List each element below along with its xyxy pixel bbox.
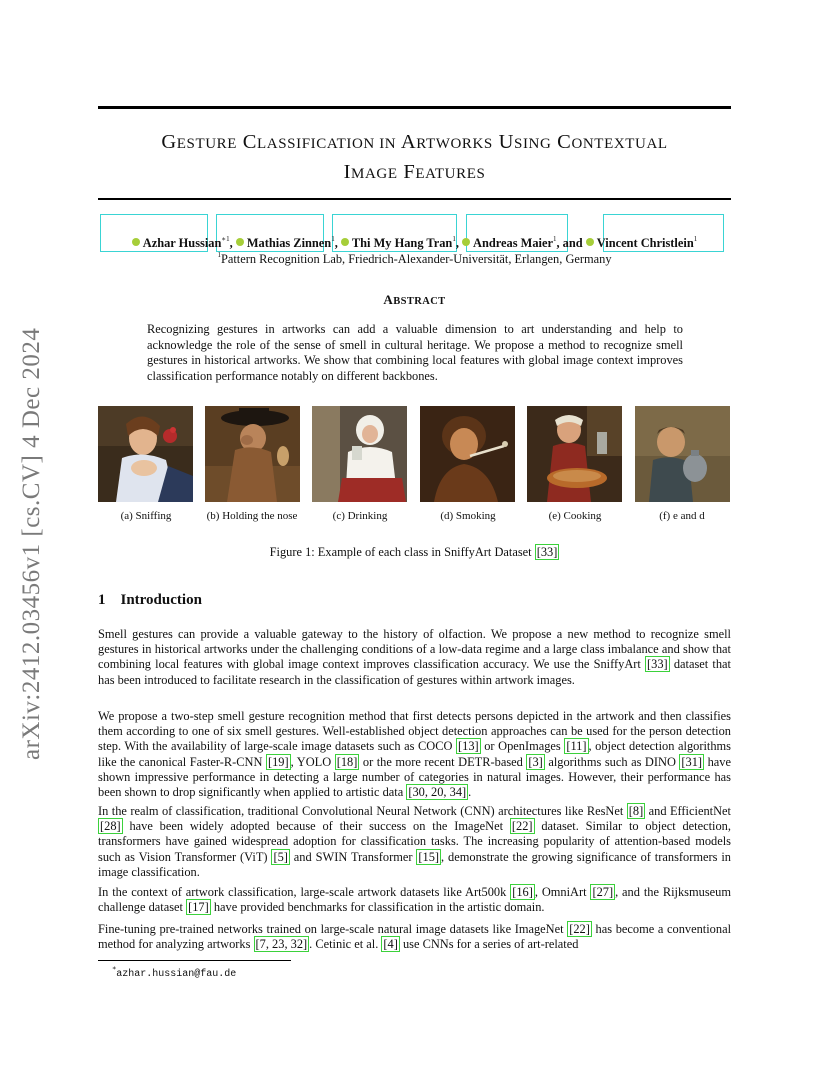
citation-link[interactable]: [30, 20, 34] bbox=[408, 785, 467, 800]
title-word-cap: C bbox=[557, 131, 572, 153]
title-word-rest: MAGE bbox=[351, 166, 398, 182]
title-word-rest: LASSIFICATION IN bbox=[257, 136, 397, 152]
orcid-icon[interactable] bbox=[236, 238, 244, 246]
title-word-cap: C bbox=[242, 131, 258, 153]
citation-link[interactable]: [31] bbox=[681, 754, 703, 769]
author-affiliation-mark: 1 bbox=[552, 235, 557, 243]
affiliation bbox=[98, 251, 731, 267]
abstract-text: Recognizing gestures in artworks can add a valuable dimension to art understanding and help to acknowledge the role of the sense of smell in cultural heritage. We propose a method to recognize smell gestures in historical artworks. We show that combining local features with global image context improves classification performance notably on different backbones. bbox=[147, 322, 683, 383]
abstract-heading bbox=[98, 292, 731, 308]
citation-link[interactable]: [17] bbox=[188, 900, 209, 915]
painting-e-and-d-image bbox=[635, 406, 730, 502]
author-separator: , bbox=[455, 236, 463, 250]
figure-caption bbox=[98, 545, 731, 560]
subfigure-caption: (a) Sniffing bbox=[120, 510, 172, 522]
citation-link[interactable]: [7, 23, 32] bbox=[255, 937, 308, 952]
citation-link[interactable]: [3] bbox=[528, 754, 543, 769]
subfigure-caption: (f) e and d bbox=[659, 510, 705, 522]
abstract-heading-cap: A bbox=[383, 292, 394, 307]
subfigure-caption: (c) Drinking bbox=[332, 510, 388, 522]
citation-link[interactable]: [22] bbox=[569, 922, 590, 936]
citation-link[interactable]: [11] bbox=[566, 739, 587, 754]
author-affiliation-mark: 1 bbox=[693, 235, 698, 243]
paper-title bbox=[98, 128, 731, 188]
painting-smoking-image bbox=[420, 406, 515, 502]
author-separator: , bbox=[229, 236, 236, 250]
subfigure-caption: (e) Cooking bbox=[548, 510, 602, 522]
citation-link[interactable]: [13] bbox=[458, 739, 479, 754]
painting-sniffing-image bbox=[98, 406, 193, 502]
title-word-cap: A bbox=[400, 131, 417, 153]
title-line-1 bbox=[98, 128, 731, 158]
painting-drinking-image bbox=[312, 406, 407, 502]
footnote bbox=[112, 964, 236, 980]
title-word-rest: SING bbox=[514, 136, 552, 152]
painting-holding-nose-image bbox=[205, 406, 300, 502]
arxiv-stamp: arXiv:2412.03456v1 [cs.CV] 4 Dec 2024 bbox=[18, 327, 45, 760]
author-name[interactable]: Andreas Maier bbox=[473, 236, 553, 250]
orcid-icon[interactable] bbox=[132, 238, 140, 246]
affiliation-mark: 1 bbox=[217, 251, 221, 259]
title-word-cap: U bbox=[498, 131, 515, 153]
citation-link[interactable]: [4] bbox=[383, 937, 398, 952]
footnote-mark: ∗ bbox=[112, 965, 117, 973]
citation-link[interactable]: [15] bbox=[418, 849, 440, 864]
title-top-rule bbox=[98, 106, 731, 109]
abstract-heading-rest: BSTRACT bbox=[393, 296, 446, 307]
title-word-cap: F bbox=[403, 161, 416, 183]
title-word-rest: RTWORKS bbox=[416, 136, 493, 152]
affiliation-text: Pattern Recognition Lab, Friedrich-Alexander-Universität, Erlangen, Germany bbox=[220, 252, 612, 266]
author-affiliation-mark: 1 bbox=[331, 235, 335, 243]
section-title: Introduction bbox=[120, 592, 202, 608]
citation-link[interactable]: [8] bbox=[628, 804, 644, 818]
author-list bbox=[98, 235, 731, 251]
citation-link[interactable]: [5] bbox=[273, 849, 288, 864]
orcid-icon[interactable] bbox=[586, 238, 594, 246]
title-word-rest: EATURES bbox=[415, 166, 486, 182]
citation-link[interactable]: [18] bbox=[336, 754, 358, 769]
citation-link[interactable]: [33] bbox=[647, 657, 668, 672]
citation-link[interactable]: [16] bbox=[512, 885, 533, 899]
title-word-cap: I bbox=[343, 161, 352, 183]
footnote-email[interactable]: azhar.hussian@fau.de bbox=[116, 969, 237, 980]
orcid-icon[interactable] bbox=[462, 238, 470, 246]
painting-cooking-image bbox=[527, 406, 622, 502]
citation-link[interactable]: [28] bbox=[100, 819, 121, 834]
body-paragraph: Fine-tuning pre-trained networks trained on large-scale natural image datasets like ImageNet [22] has become a conventional method for analyzing artworks [7, 23, 32] . Cetinic et al. [4] use CNNs for a series of art-related bbox=[98, 922, 732, 952]
footnote-rule bbox=[98, 960, 291, 961]
subfigure-caption: (b) Holding the nose bbox=[206, 510, 298, 522]
citation-link[interactable]: [27] bbox=[592, 885, 614, 899]
author-name[interactable]: Vincent Christlein bbox=[596, 236, 694, 250]
body-paragraph: Smell gestures can provide a valuable gateway to the history of olfaction. We propose a new method to recognize smell gestures in historical artworks under the challenging conditions of a low-data regime and a large class imbalance and show that combining local features with global image context improves classification accuracy. We use the SniffyArt [33] dataset that has been introduced to facilitate research in the classification of gestures within artwork images. bbox=[98, 627, 731, 687]
title-bottom-rule bbox=[98, 198, 731, 200]
section-number: 1 bbox=[98, 592, 106, 608]
citation-link[interactable]: [19] bbox=[267, 754, 289, 769]
body-paragraph: In the context of artwork classification, large-scale artwork datasets like Art500k [16] , OmniArt [27] , and the Rijksmuseum challenge dataset [17] have provided benchmarks for classification in the artistic domain. bbox=[98, 885, 731, 915]
subfigure-caption: (d) Smoking bbox=[440, 510, 496, 522]
citation-link[interactable]: [22] bbox=[511, 819, 533, 834]
author-separator: , bbox=[334, 236, 341, 250]
author-separator: , and bbox=[556, 236, 586, 250]
author-affiliation-mark: ∗1 bbox=[221, 235, 230, 243]
body-paragraph: We propose a two-step smell gesture recognition method that first detects persons depicted in the artwork and then classifies them according to one of six smell gestures. Well-established object detection approaches can be used for the person detection step. With the availability of large-scale image datasets such as COCO [13] or OpenImages [11] , object detection algorithms like the canonical Faster-R-CNN [19] , YOLO [18] or the more recent DETR-based [3] algorithms such as DINO [31] have shown impressive performance in detecting a large number of categories in natural images. However, their performance has been shown to drop significantly when applied to artistic data [30, 20, 34] . bbox=[98, 709, 731, 800]
citation-link[interactable]: [33] bbox=[536, 545, 558, 559]
figure-caption-text: Figure 1: Example of each class in SniffyArt Dataset bbox=[269, 545, 535, 559]
title-word-rest: ONTEXTUAL bbox=[571, 136, 668, 152]
title-word-rest: ESTURE bbox=[176, 136, 238, 152]
title-word-cap: G bbox=[161, 131, 177, 153]
body-paragraph: In the realm of classification, traditional Convolutional Neural Network (CNN) architectures like ResNet [8] and EfficientNet [28] have been widely adopted because of their success on the ImageNet [22] dataset. Similar to object detection, transformers have gained widespread adoption for classification tasks. The increasing popularity of attention-based models such as Vision Transformer (ViT) [5] and SWIN Transformer [15] , demonstrate the growing significance of transformers in image classification. bbox=[98, 804, 731, 879]
author-name[interactable]: Thi My Hang Tran bbox=[351, 236, 453, 250]
orcid-icon[interactable] bbox=[341, 238, 349, 246]
section-heading bbox=[98, 592, 202, 609]
author-affiliation-mark: 1 bbox=[452, 235, 456, 243]
title-line-2 bbox=[98, 158, 731, 188]
author-name[interactable]: Azhar Hussian bbox=[142, 236, 222, 250]
author-name[interactable]: Mathias Zinnen bbox=[246, 236, 332, 250]
